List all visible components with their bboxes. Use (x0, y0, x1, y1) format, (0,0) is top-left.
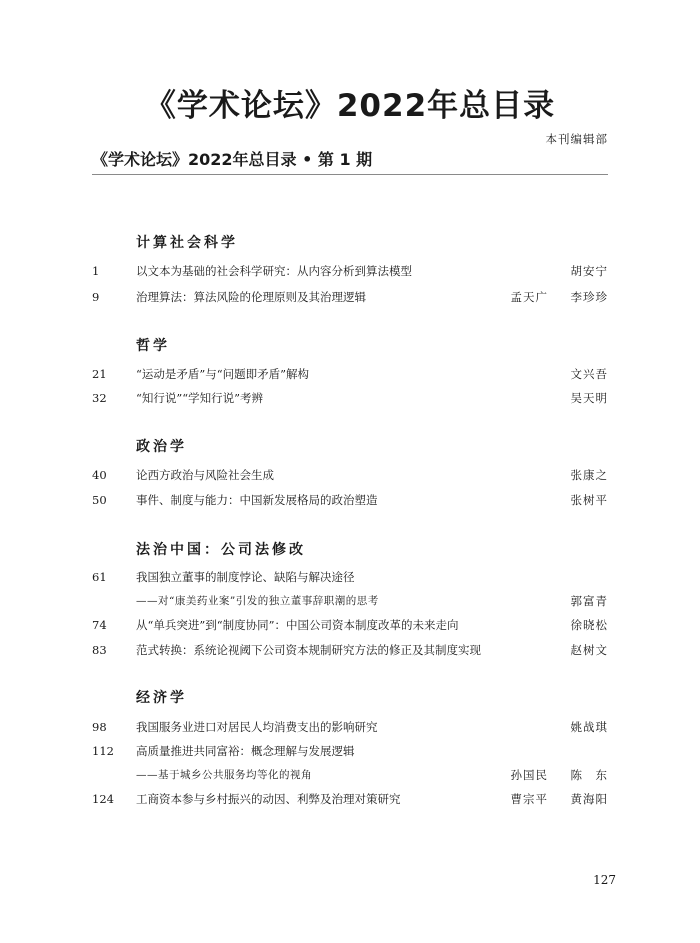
toc-entry[interactable] (0, 568, 700, 586)
entry-author: 李珍珍 (570, 290, 608, 304)
entry-title: 事件、制度与能力：中国新发展格局的政治塑造 (136, 493, 378, 507)
entry-author: 孟天广 (510, 290, 548, 304)
entry-author: 赵树文 (570, 643, 608, 657)
toc-entry[interactable] (0, 288, 700, 306)
entry-title: 我国独立董事的制度悖论、缺陷与解决途径 (136, 570, 355, 584)
entry-page-number: 21 (92, 367, 107, 381)
editor-credit: 本刊编辑部 (545, 132, 608, 146)
page-title: 《学术论坛》2022年总目录 (144, 88, 556, 124)
entry-author: 孙国民 (510, 768, 548, 782)
toc-entry[interactable] (0, 389, 700, 407)
toc-entry[interactable] (0, 616, 700, 634)
entry-title: 范式转换：系统论视阈下公司资本规制研究方法的修正及其制度实现 (136, 643, 481, 657)
entry-title: 以文本为基础的社会科学研究：从内容分析到算法模型 (136, 264, 412, 278)
entry-title: 论西方政治与风险社会生成 (136, 468, 274, 482)
entry-author: 姚战琪 (570, 720, 608, 734)
section-heading: 计算社会科学 (136, 235, 238, 251)
entry-page-number: 32 (92, 391, 107, 405)
section-heading: 经济学 (136, 690, 187, 706)
entry-author: 徐晓松 (570, 618, 608, 632)
entry-author: 张树平 (570, 493, 608, 507)
entry-author: 吴天明 (570, 391, 608, 405)
toc-entry-subtitle-line (0, 592, 700, 610)
entry-title: “运动是矛盾”与“问题即矛盾”解构 (136, 367, 310, 381)
entry-page-number: 1 (92, 264, 100, 278)
entry-author: 胡安宁 (570, 264, 608, 278)
entry-author: 张康之 (570, 468, 608, 482)
toc-entry[interactable] (0, 718, 700, 736)
entry-author: 陈 东 (570, 768, 608, 782)
entry-author: 曹宗平 (510, 792, 548, 806)
entry-page-number: 40 (92, 468, 107, 482)
issue-divider (92, 174, 608, 175)
entry-page-number: 83 (92, 643, 107, 657)
toc-entry[interactable] (0, 742, 700, 760)
entry-author: 黄海阳 (570, 792, 608, 806)
issue-heading: 《学术论坛》2022年总目录 • 第 1 期 (92, 150, 373, 169)
toc-entry-subtitle-line (0, 766, 700, 784)
page-number: 127 (593, 873, 616, 887)
toc-entry[interactable] (0, 365, 700, 383)
entry-page-number: 112 (92, 744, 114, 758)
toc-entry[interactable] (0, 491, 700, 509)
toc-entry[interactable] (0, 641, 700, 659)
entry-author: 郭富青 (570, 594, 608, 608)
entry-subtitle: ——基于城乡公共服务均等化的视角 (136, 769, 312, 781)
entry-page-number: 74 (92, 618, 107, 632)
entry-title: 从“单兵突进”到“制度协同”：中国公司资本制度改革的未来走向 (136, 618, 459, 632)
entry-title: 治理算法：算法风险的伦理原则及其治理逻辑 (136, 290, 366, 304)
toc-entry[interactable] (0, 790, 700, 808)
entry-title: 工商资本参与乡村振兴的动因、利弊及治理对策研究 (136, 792, 401, 806)
toc-entry[interactable] (0, 262, 700, 280)
entry-page-number: 9 (92, 290, 100, 304)
section-heading: 法治中国：公司法修改 (136, 542, 306, 558)
entry-page-number: 61 (92, 570, 107, 584)
entry-page-number: 50 (92, 493, 107, 507)
section-heading: 政治学 (136, 439, 187, 455)
entry-author: 文兴吾 (570, 367, 608, 381)
toc-entry[interactable] (0, 466, 700, 484)
entry-subtitle: ——对“康美药业案”引发的独立董事辞职潮的思考 (136, 595, 379, 607)
entry-page-number: 98 (92, 720, 107, 734)
entry-title: 我国服务业进口对居民人均消费支出的影响研究 (136, 720, 378, 734)
entry-title: 高质量推进共同富裕：概念理解与发展逻辑 (136, 744, 355, 758)
section-heading: 哲学 (136, 338, 170, 354)
entry-page-number: 124 (92, 792, 114, 806)
entry-title: “知行说”“学知行说”考辨 (136, 391, 264, 405)
